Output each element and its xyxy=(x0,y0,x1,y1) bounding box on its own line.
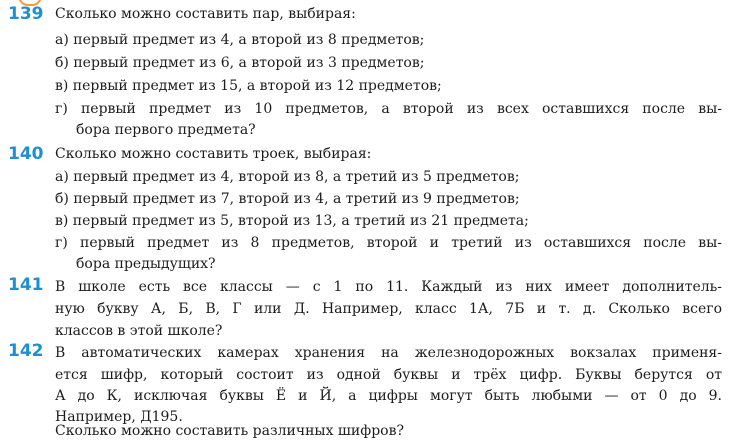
problem-text-line: ется шифр, который состоит из одной буквы и трёх цифр. Буквы берутся от xyxy=(55,367,722,383)
list-item: а) первый предмет из 4, а второй из 8 предметов; xyxy=(55,32,425,48)
problem-text: Сколько можно составить пар, выбирая: xyxy=(55,6,356,22)
list-item: в) первый предмет из 15, а второй из 12 предметов; xyxy=(55,78,442,94)
list-item: б) первый предмет из 6, а второй из 3 предметов; xyxy=(55,55,425,71)
problem-text-line: В автоматических камерах хранения на железнодорожных вокзалах применя- xyxy=(55,345,722,361)
problem-number: 140 xyxy=(8,144,44,164)
list-item: б) первый предмет из 7, второй из 4, а третий из 9 предметов; xyxy=(55,191,520,207)
problem-number: 141 xyxy=(8,275,44,295)
problem-number: 142 xyxy=(8,341,44,361)
problem-question-line: Сколько можно составить различных шифров? xyxy=(55,423,405,439)
problem-text-line: ную букву А, Б, В, Г или Д. Например, класс 1А, 7Б и т. д. Сколько всего xyxy=(55,301,722,317)
list-item-continuation: бора предыдущих? xyxy=(76,256,216,272)
problem-text: Сколько можно составить троек, выбирая: xyxy=(55,146,372,162)
problem-text-line: классов в этой школе? xyxy=(55,323,223,339)
problem-text-line: В школе есть все классы — с 1 по 11. Каждый из них имеет дополнитель- xyxy=(55,279,722,295)
problem-number: 139 xyxy=(8,4,44,24)
problem-text-line: А до К, исключая буквы Ё и Й, а цифры могут быть любыми — от 0 до 9. xyxy=(55,388,722,404)
list-item: в) первый предмет из 5, второй из 13, а третий из 21 предмета; xyxy=(55,213,529,229)
list-item-continuation: бора первого предмета? xyxy=(76,122,256,138)
list-item: а) первый предмет из 4, второй из 8, а третий из 5 предметов; xyxy=(55,169,520,185)
problem-text-line: Например, Д195. xyxy=(55,409,183,425)
list-item: г) первый предмет из 8 предметов, второй и третий из оставшихся после вы- xyxy=(55,235,722,251)
list-item: г) первый предмет из 10 предметов, а второй из всех оставшихся после вы- xyxy=(55,101,722,117)
